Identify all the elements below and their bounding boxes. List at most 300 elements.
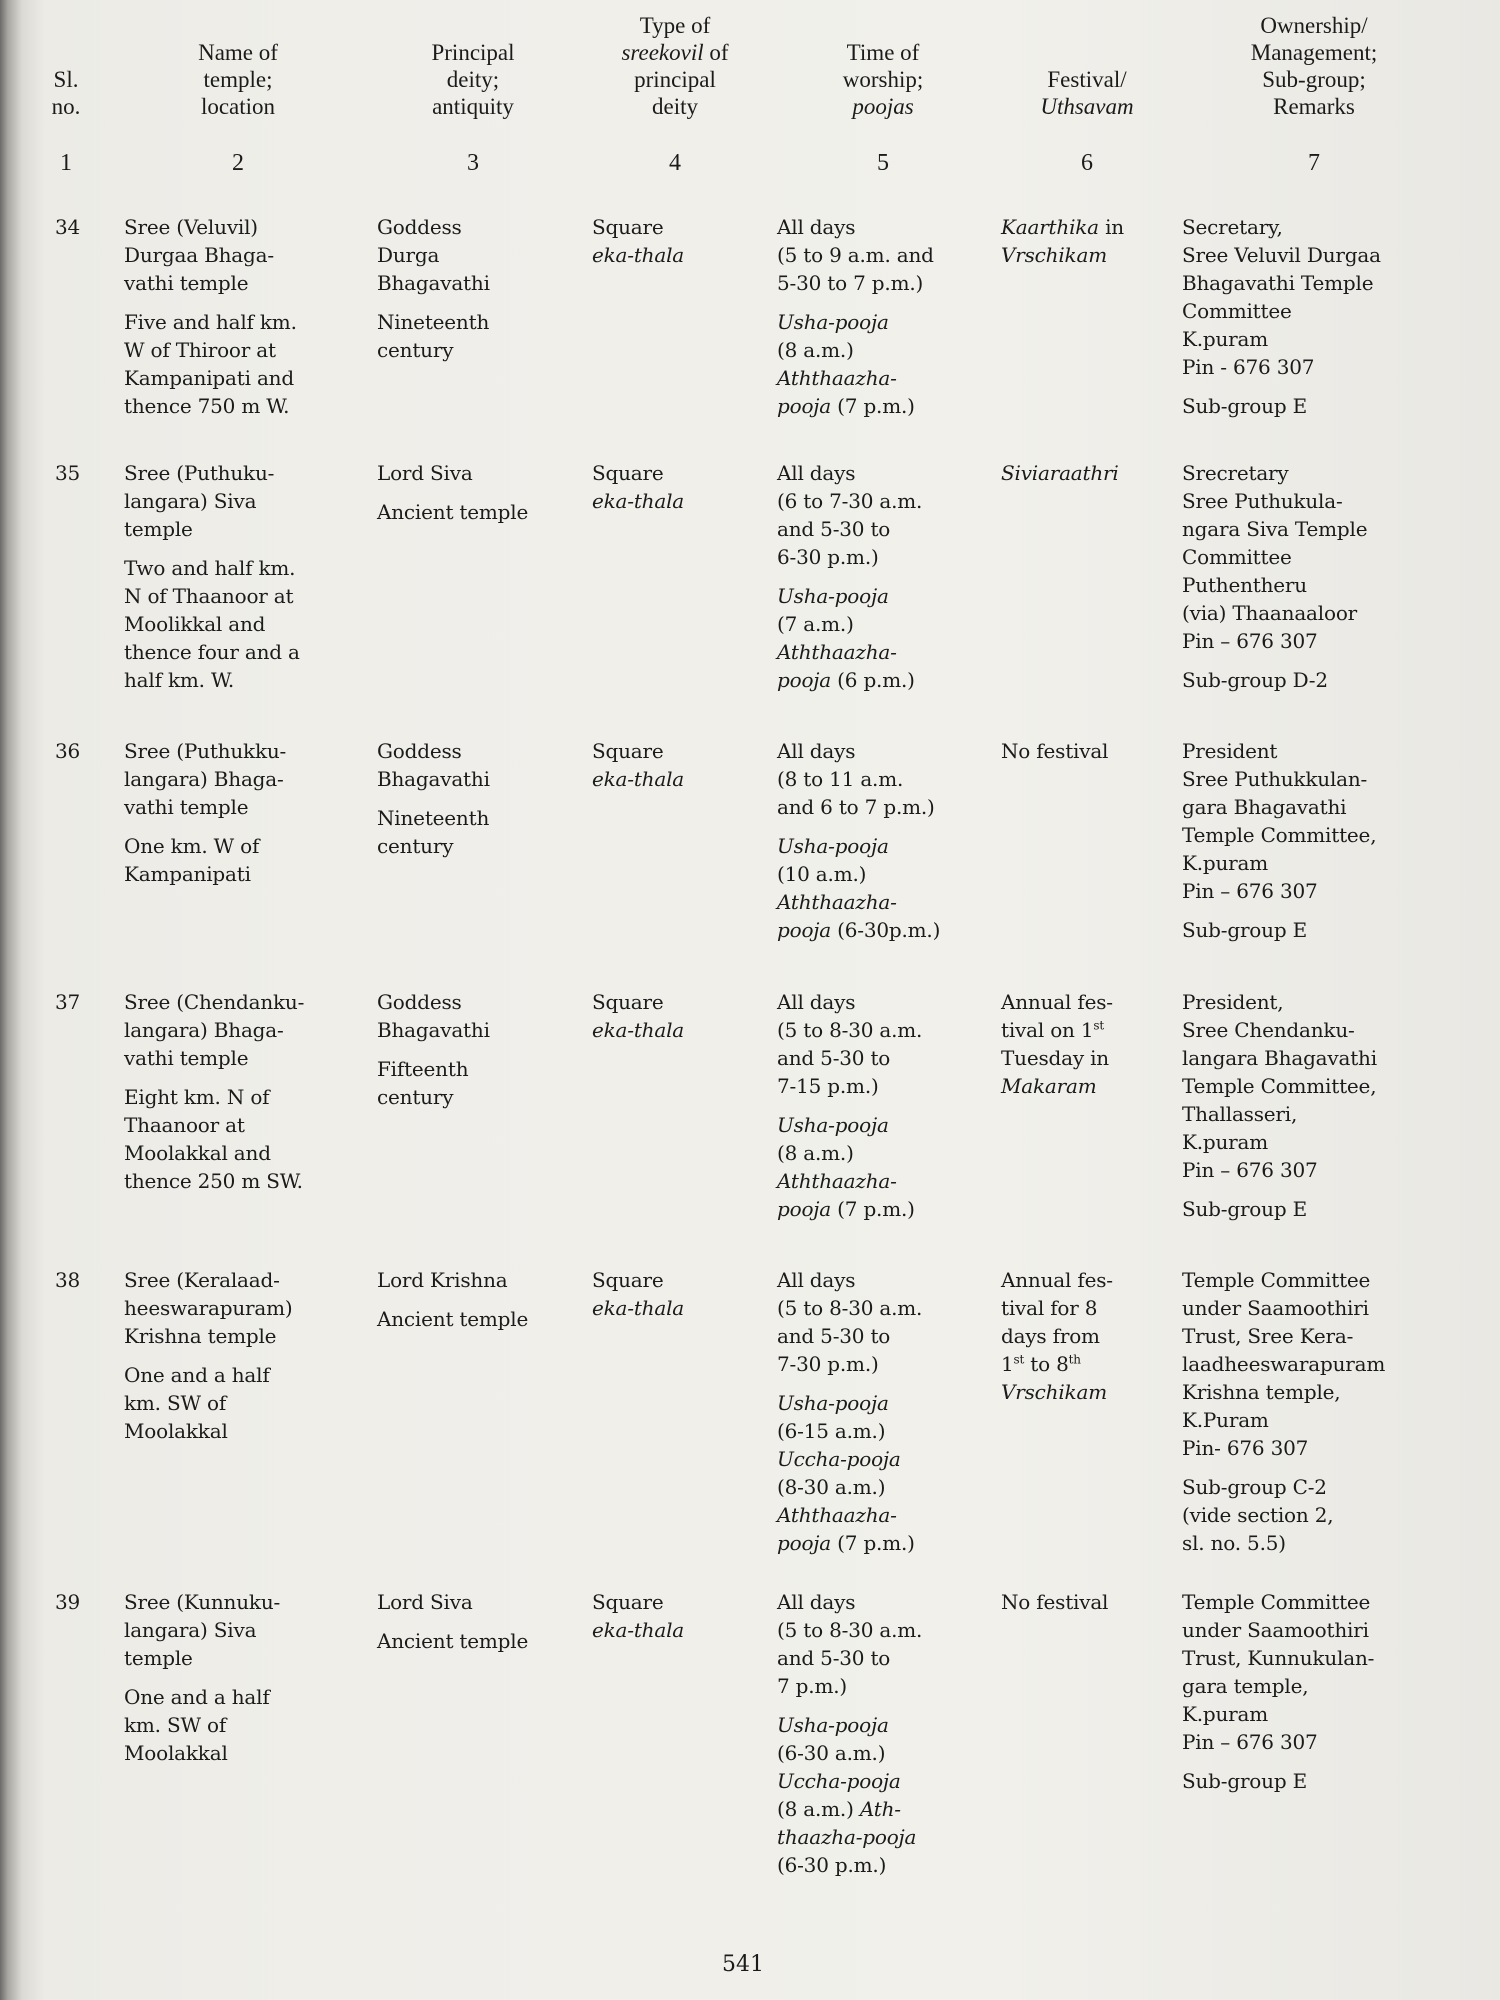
text-segment: All days	[777, 739, 856, 763]
time-cell	[777, 213, 934, 431]
text-line	[124, 1016, 304, 1044]
text-line	[1001, 1072, 1113, 1100]
text-line	[198, 66, 278, 93]
text-line	[1182, 737, 1376, 765]
text-segment: (8 a.m.)	[777, 1141, 854, 1165]
text-segment: (7 a.m.)	[777, 612, 854, 636]
text-segment: Fifteenth	[377, 1057, 469, 1081]
time-cell	[777, 737, 940, 955]
text-line	[377, 1266, 528, 1294]
text-line	[1001, 1044, 1113, 1072]
text-segment: Kampanipati	[124, 862, 251, 886]
paragraph	[124, 1266, 292, 1350]
text-segment: Remarks	[1273, 94, 1355, 119]
text-segment: Krishna temple,	[1182, 1380, 1341, 1404]
text-line	[1182, 1350, 1385, 1378]
text-line	[777, 1445, 922, 1473]
text-line	[1182, 988, 1377, 1016]
text-segment: and 6 to 7 p.m.)	[777, 795, 935, 819]
text-line	[621, 12, 728, 39]
paragraph	[777, 1588, 922, 1700]
text-segment: Lord Krishna	[377, 1268, 508, 1292]
text-line	[777, 543, 922, 571]
text-segment: Type of	[639, 13, 711, 38]
text-line	[1001, 737, 1108, 765]
column-number: 2	[232, 150, 244, 176]
text-line	[777, 241, 934, 269]
paragraph	[377, 213, 490, 297]
paragraph	[1001, 737, 1108, 765]
text-line	[777, 1501, 922, 1529]
text-line	[777, 1739, 922, 1767]
text-line	[124, 515, 300, 543]
paragraph	[777, 988, 922, 1100]
text-segment: Sub-group E	[1182, 394, 1307, 418]
text-segment: Trust, Kunnukulan-	[1182, 1646, 1375, 1670]
text-line	[124, 1616, 280, 1644]
text-line	[621, 39, 728, 66]
text-line	[124, 392, 297, 420]
paragraph	[592, 988, 684, 1044]
type-cell	[592, 1588, 684, 1655]
text-line	[777, 1350, 922, 1378]
italic-segment: pooja	[777, 394, 832, 418]
column-number: 3	[467, 150, 479, 176]
text-segment: Thallasseri,	[1182, 1102, 1298, 1126]
text-line	[777, 1473, 922, 1501]
text-line	[1182, 325, 1381, 353]
text-line	[777, 269, 934, 297]
italic-segment: Usha-pooja	[777, 310, 889, 334]
paragraph	[377, 988, 490, 1044]
paragraph	[124, 1683, 280, 1767]
text-line	[777, 1044, 922, 1072]
text-line	[124, 1167, 304, 1195]
text-segment: 6-30 p.m.)	[777, 545, 879, 569]
text-line	[124, 832, 286, 860]
text-segment: Temple Committee	[1182, 1590, 1371, 1614]
text-segment: Annual fes-	[1001, 1268, 1113, 1292]
column-header	[843, 39, 924, 120]
serial-number: 38	[55, 1268, 81, 1292]
text-line	[777, 832, 940, 860]
text-line	[124, 1294, 292, 1322]
text-line	[777, 1616, 922, 1644]
text-line	[1182, 353, 1381, 381]
column-number: 4	[669, 150, 681, 176]
text-line	[621, 93, 728, 120]
text-line	[777, 336, 934, 364]
text-line	[592, 988, 684, 1016]
text-segment: All days	[777, 1268, 856, 1292]
text-line	[777, 737, 940, 765]
text-segment: in	[1098, 215, 1124, 239]
festival-cell	[1001, 1266, 1113, 1417]
text-segment: Lord Siva	[377, 1590, 473, 1614]
text-line	[777, 1294, 922, 1322]
text-line	[377, 832, 490, 860]
text-line	[1182, 487, 1367, 515]
text-line	[1251, 93, 1377, 120]
text-line	[377, 459, 528, 487]
text-segment: Name of	[198, 40, 278, 65]
text-line	[52, 66, 81, 93]
text-segment: Pin - 676 307	[1182, 355, 1315, 379]
italic-segment: poojas	[852, 94, 914, 119]
text-line	[198, 93, 278, 120]
text-segment: Kampanipati and	[124, 366, 294, 390]
text-segment: Sree Puthukula-	[1182, 489, 1343, 513]
text-segment: worship;	[842, 67, 924, 92]
text-line	[777, 392, 934, 420]
text-line	[124, 459, 300, 487]
text-line	[777, 1167, 922, 1195]
column-header	[1251, 12, 1377, 120]
text-segment: Square	[592, 1268, 664, 1292]
text-line	[124, 1139, 304, 1167]
text-line	[777, 610, 922, 638]
paragraph	[124, 1083, 304, 1195]
paragraph	[1001, 988, 1113, 1100]
name-cell	[124, 213, 297, 431]
owner-cell	[1182, 213, 1381, 431]
text-line	[1001, 1378, 1113, 1406]
text-line	[777, 1529, 922, 1557]
page-number: 541	[722, 1952, 764, 1977]
text-segment: (vide section 2,	[1182, 1503, 1334, 1527]
paragraph	[377, 737, 490, 793]
text-line	[377, 1016, 490, 1044]
text-line	[124, 1683, 280, 1711]
text-segment: Durga	[377, 243, 440, 267]
text-line	[1182, 765, 1376, 793]
text-line	[1182, 1072, 1377, 1100]
text-line	[777, 1266, 922, 1294]
column-header	[198, 39, 278, 120]
text-line	[777, 1417, 922, 1445]
text-segment: W of Thiroor at	[124, 338, 276, 362]
text-segment: to 8	[1024, 1352, 1069, 1376]
italic-segment: eka-thala	[592, 243, 684, 267]
text-segment: Sree (Puthukku-	[124, 739, 287, 763]
text-segment: Bhagavathi	[377, 271, 490, 295]
text-line	[124, 582, 300, 610]
paragraph	[592, 213, 684, 269]
italic-segment: Usha-pooja	[777, 584, 889, 608]
text-segment: langara) Bhaga-	[124, 767, 284, 791]
paragraph	[124, 832, 286, 888]
paragraph	[1182, 1588, 1374, 1756]
italic-segment: Makaram	[1001, 1074, 1097, 1098]
text-line	[777, 1672, 922, 1700]
text-line	[1182, 459, 1367, 487]
text-segment: Sub-group E	[1182, 1197, 1307, 1221]
owner-cell	[1182, 459, 1367, 705]
paragraph	[1001, 1588, 1108, 1616]
text-segment: Sree (Chendanku-	[124, 990, 305, 1014]
type-cell	[592, 737, 684, 804]
text-line	[124, 1417, 292, 1445]
text-segment: temple	[124, 1646, 193, 1670]
text-line	[1182, 1434, 1385, 1462]
text-segment: All days	[777, 215, 856, 239]
deity-cell	[377, 988, 490, 1122]
text-line	[777, 582, 922, 610]
text-segment: Thaanoor at	[124, 1113, 245, 1137]
text-line	[843, 93, 924, 120]
italic-segment: pooja	[777, 1197, 832, 1221]
owner-cell	[1182, 737, 1376, 955]
text-segment: Sub-group;	[1262, 67, 1366, 92]
text-line	[124, 610, 300, 638]
text-line	[1182, 571, 1367, 599]
paragraph	[592, 1266, 684, 1322]
text-segment: under Saamoothiri	[1182, 1296, 1369, 1320]
text-segment: Ancient temple	[377, 1629, 529, 1653]
text-segment: Sree Veluvil Durgaa	[1182, 243, 1381, 267]
text-line	[777, 1111, 922, 1139]
text-line	[777, 1644, 922, 1672]
text-segment: langara Bhagavathi	[1182, 1046, 1377, 1070]
text-segment: (5 to 8-30 a.m.	[777, 1296, 923, 1320]
text-line	[124, 241, 297, 269]
text-segment: and 5-30 to	[777, 1046, 891, 1070]
text-segment: Five and half km.	[124, 310, 297, 334]
text-line	[1182, 1672, 1374, 1700]
name-cell	[124, 459, 300, 705]
text-segment: heeswarapuram)	[124, 1296, 293, 1320]
text-line	[1040, 93, 1133, 120]
text-segment: Sub-group D-2	[1182, 668, 1328, 692]
text-line	[1182, 1100, 1377, 1128]
text-line	[592, 765, 684, 793]
text-segment: vathi temple	[124, 271, 249, 295]
superscript-segment: st	[1013, 1352, 1025, 1367]
text-line	[1182, 1728, 1374, 1756]
text-line	[124, 1111, 304, 1139]
text-segment: temple	[124, 517, 193, 541]
paragraph	[124, 988, 304, 1072]
text-segment: Moolikkal and	[124, 612, 266, 636]
italic-segment: eka-thala	[592, 767, 684, 791]
text-segment: Sl.	[53, 67, 79, 92]
text-segment: laadheeswarapuram	[1182, 1352, 1386, 1376]
text-segment: deity	[652, 94, 698, 119]
text-line	[1182, 1700, 1374, 1728]
text-line	[592, 213, 684, 241]
italic-segment: Kaarthika	[1001, 215, 1099, 239]
text-line	[1182, 515, 1367, 543]
text-line	[777, 1195, 922, 1223]
text-segment: Pin – 676 307	[1182, 629, 1318, 653]
name-cell	[124, 1588, 280, 1778]
text-segment: half km. W.	[124, 668, 234, 692]
text-line	[377, 241, 490, 269]
text-segment: century	[377, 338, 454, 362]
text-segment: Sub-group E	[1182, 918, 1307, 942]
text-segment: (6-30p.m.)	[831, 918, 941, 942]
text-line	[1001, 1322, 1113, 1350]
text-segment: under Saamoothiri	[1182, 1618, 1369, 1642]
text-line	[124, 666, 300, 694]
time-cell	[777, 459, 922, 705]
paragraph	[777, 832, 940, 944]
paragraph	[124, 213, 297, 297]
paragraph	[377, 459, 528, 487]
text-segment: tival on 1	[1001, 1018, 1094, 1042]
text-segment: (6 to 7-30 a.m.	[777, 489, 923, 513]
paragraph	[377, 308, 490, 364]
text-line	[1182, 1195, 1377, 1223]
text-line	[592, 1294, 684, 1322]
text-segment: Sub-group C-2	[1182, 1475, 1327, 1499]
column-header	[431, 39, 514, 120]
text-segment: Bhagavathi Temple	[1182, 271, 1374, 295]
text-line	[124, 1588, 280, 1616]
text-line	[1251, 66, 1377, 93]
text-line	[1182, 1529, 1385, 1557]
text-line	[377, 498, 528, 526]
paragraph	[592, 1588, 684, 1644]
text-segment: No festival	[1001, 1590, 1109, 1614]
paragraph	[377, 1627, 528, 1655]
text-line	[1001, 213, 1124, 241]
text-line	[124, 554, 300, 582]
text-segment: Ancient temple	[377, 500, 529, 524]
text-segment: Temple Committee,	[1182, 1074, 1377, 1098]
text-line	[377, 308, 490, 336]
text-line	[1001, 241, 1124, 269]
italic-segment: Vrschikam	[1001, 1380, 1107, 1404]
text-segment: (7 p.m.)	[831, 1531, 915, 1555]
serial-number: 35	[55, 461, 81, 485]
paragraph	[1182, 1266, 1385, 1462]
paragraph	[1182, 988, 1377, 1184]
text-line	[1182, 1767, 1374, 1795]
text-line	[777, 1851, 922, 1879]
paragraph	[592, 459, 684, 515]
text-line	[1251, 12, 1377, 39]
text-segment: (7 p.m.)	[831, 394, 915, 418]
type-cell	[592, 213, 684, 280]
text-line	[377, 1083, 490, 1111]
text-segment: K.puram	[1182, 1130, 1269, 1154]
serial-number: 39	[55, 1590, 81, 1614]
text-segment: 7-15 p.m.)	[777, 1074, 879, 1098]
text-segment: One km. W of	[124, 834, 260, 858]
festival-cell	[1001, 459, 1119, 498]
text-segment: langara) Siva	[124, 489, 257, 513]
text-segment: of	[703, 40, 729, 65]
text-segment: Sree (Veluvil)	[124, 215, 258, 239]
text-segment: ngara Siva Temple	[1182, 517, 1368, 541]
text-segment: One and a half	[124, 1685, 270, 1709]
text-line	[843, 39, 924, 66]
text-line	[431, 66, 514, 93]
text-segment: Secretary,	[1182, 215, 1283, 239]
paragraph	[1001, 459, 1119, 487]
text-segment: Square	[592, 990, 664, 1014]
text-line	[1182, 1322, 1385, 1350]
text-line	[1182, 543, 1367, 571]
text-line	[124, 638, 300, 666]
text-segment: Puthentheru	[1182, 573, 1307, 597]
type-cell	[592, 1266, 684, 1333]
text-line	[777, 1795, 922, 1823]
italic-segment: sreekovil	[621, 40, 704, 65]
text-line	[777, 1322, 922, 1350]
text-segment: and 5-30 to	[777, 1324, 891, 1348]
text-line	[1001, 1294, 1113, 1322]
paragraph	[377, 1266, 528, 1294]
text-line	[777, 487, 922, 515]
text-segment: K.puram	[1182, 851, 1269, 875]
text-segment: Moolakkal	[124, 1419, 228, 1443]
deity-cell	[377, 459, 528, 537]
text-line	[1182, 1501, 1385, 1529]
text-segment: (6 p.m.)	[831, 668, 915, 692]
text-segment: Sree (Kunnuku-	[124, 1590, 281, 1614]
text-line	[124, 1739, 280, 1767]
text-line	[198, 39, 278, 66]
type-cell	[592, 459, 684, 526]
serial-number: 36	[55, 739, 81, 763]
text-line	[621, 66, 728, 93]
text-line	[124, 269, 297, 297]
text-segment: (6-15 a.m.)	[777, 1419, 886, 1443]
text-line	[1182, 269, 1381, 297]
text-line	[1182, 627, 1367, 655]
text-segment: sl. no. 5.5)	[1182, 1531, 1286, 1555]
text-line	[592, 487, 684, 515]
text-line	[1182, 1473, 1385, 1501]
paragraph	[1001, 213, 1124, 269]
name-cell	[124, 988, 304, 1206]
paragraph	[592, 737, 684, 793]
text-segment: vathi temple	[124, 1046, 249, 1070]
text-segment: gara Bhagavathi	[1182, 795, 1347, 819]
paragraph	[1182, 1767, 1374, 1795]
text-line	[1001, 459, 1119, 487]
festival-cell	[1001, 737, 1108, 776]
text-segment: Temple Committee,	[1182, 823, 1377, 847]
text-segment: century	[377, 834, 454, 858]
text-segment: Bhagavathi	[377, 1018, 490, 1042]
text-segment: (8 to 11 a.m.	[777, 767, 904, 791]
deity-cell	[377, 737, 490, 871]
italic-segment: Aththaazha-	[777, 1169, 897, 1193]
text-segment: temple;	[203, 67, 273, 92]
text-segment: 7-30 p.m.)	[777, 1352, 879, 1376]
text-segment: gara temple,	[1182, 1674, 1309, 1698]
text-segment: 5-30 to 7 p.m.)	[777, 271, 924, 295]
paragraph	[1182, 1473, 1385, 1557]
text-line	[777, 1072, 922, 1100]
column-number: 1	[60, 150, 72, 176]
text-segment: Management;	[1250, 40, 1378, 65]
text-segment: Moolakkal and	[124, 1141, 271, 1165]
owner-cell	[1182, 1266, 1385, 1568]
text-line	[1182, 599, 1367, 627]
owner-cell	[1182, 1588, 1374, 1806]
text-segment: All days	[777, 990, 856, 1014]
italic-segment: Aththaazha-	[777, 640, 897, 664]
text-line	[777, 364, 934, 392]
text-segment: langara) Bhaga-	[124, 1018, 284, 1042]
text-line	[777, 1711, 922, 1739]
text-line	[777, 1016, 922, 1044]
text-segment: Pin – 676 307	[1182, 879, 1318, 903]
